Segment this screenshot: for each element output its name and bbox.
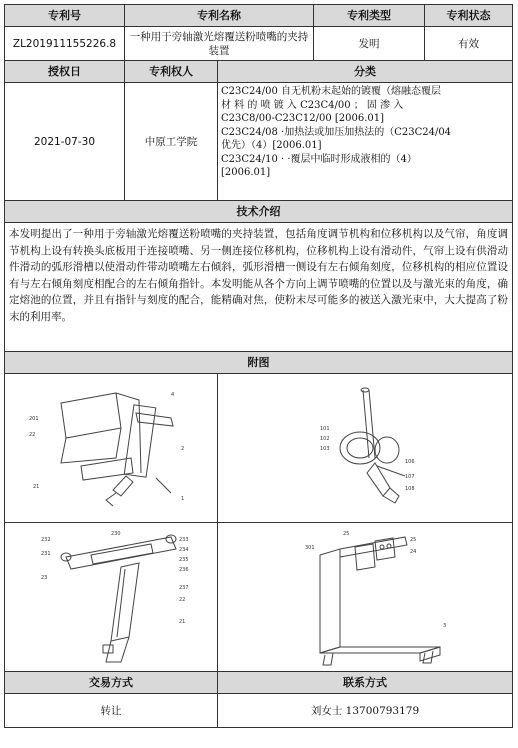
header-patent-type: 专利类型	[314, 5, 425, 27]
header-grant-date: 授权日	[5, 61, 125, 83]
figure-4-label: 25	[343, 531, 350, 537]
figure-3-label: 230	[111, 531, 121, 537]
patent-status: 有效	[425, 27, 513, 61]
trade-method-value: 转让	[5, 694, 218, 728]
classification-line: C23C8/00-C23C12/00 [2006.01]	[221, 113, 385, 124]
figure-2-label: 107	[405, 474, 415, 480]
figure-2-label: 108	[405, 486, 415, 492]
header-contact-method: 联系方式	[218, 672, 513, 694]
header-patent-no: 专利号	[5, 5, 125, 27]
figure-3-label: 236	[179, 567, 189, 573]
figure-1-label: 1	[181, 496, 185, 502]
patent-number: ZL201911155226.8	[5, 27, 125, 61]
classification-line: C23C24/08 ·加热法或加压加热法的（C23C24/04	[221, 126, 452, 138]
figure-3-drawing	[21, 527, 201, 667]
figure-4-label: 301	[305, 545, 315, 551]
classification-line: 优先）（4）[2006.01]	[221, 140, 322, 151]
figure-1-label: 201	[29, 416, 39, 422]
figure-3-label: 231	[41, 551, 51, 557]
figure-4-label: 24	[410, 549, 417, 555]
figure-3-label: 21	[179, 619, 186, 625]
patent-name: 一种用于旁轴激光熔覆送粉喷嘴的夹持装置	[125, 27, 314, 61]
figure-3-label: 22	[179, 597, 186, 603]
figure-2-label: 106	[405, 459, 415, 465]
header-trade-method: 交易方式	[5, 672, 218, 694]
header-figures: 附图	[5, 352, 513, 374]
patentee: 中原工学院	[125, 83, 218, 201]
figure-1-label: 2	[181, 446, 185, 452]
figure-4-label: 3	[443, 623, 447, 629]
classification-line: 材 料 的 喷 镀 入 C23C4/00 ； 固 渗 入	[221, 99, 404, 111]
figure-3-label: 237	[179, 585, 189, 591]
abstract-text: 本发明提出了一种用于旁轴激光熔覆送粉喷嘴的夹持装置，包括角度调节机构和位移机构以及气帘，角度调节机构上设有转换头底板用于连接喷嘴、另一侧连接位移机构，位移机构上设有滑动件，气帘上设有供滑动件滑动的弧形滑槽以使滑动件带动喷嘴左右倾斜，弧形滑槽一侧设有左右倾角刻度，位移机构的相应位置设有与左右倾角刻度相配合的左右倾角指针。本发明能从各个方向上调节喷嘴的位置以及与激光束的角度，确定熔池的位置，并且有指针与刻度的配合，能精确对焦，使粉末尽可能多的被送入激光束中，大大提高了粉末的利用率。	[5, 223, 513, 352]
header-tech-intro: 技术介绍	[5, 201, 513, 223]
figure-3-label: 23	[41, 575, 48, 581]
figure-2-label: 103	[320, 446, 330, 452]
header-patent-status: 专利状态	[425, 5, 513, 27]
figure-2-label: 102	[320, 436, 330, 442]
figure-1-label: 22	[29, 432, 36, 438]
figure-3-label: 233	[179, 537, 189, 543]
figure-2-cell	[218, 374, 513, 523]
patent-table	[4, 4, 513, 728]
figure-1-label: 4	[171, 392, 175, 398]
figure-4-drawing	[265, 527, 465, 667]
figure-2-label: 101	[320, 426, 330, 432]
classification-line: C23C24/00 自无机粉末起始的镀覆（熔融态覆层	[221, 86, 442, 97]
contact-value: 刘女士 13700793179	[218, 694, 513, 728]
classification-text	[218, 83, 513, 201]
figure-3-label: 235	[179, 557, 189, 563]
figure-4-label: 25	[410, 537, 417, 543]
header-classification: 分类	[218, 61, 513, 83]
grant-date: 2021-07-30	[5, 83, 125, 201]
figure-3-cell	[5, 523, 218, 672]
figure-1-label: 21	[33, 484, 40, 490]
patent-info-sheet	[4, 4, 512, 728]
figure-1-cell	[5, 374, 218, 523]
figure-1-drawing	[21, 378, 201, 518]
classification-line: C23C24/10 · ·覆层中临时形成液相的（4）	[221, 153, 417, 165]
figure-3-label: 234	[179, 547, 189, 553]
figure-2-drawing	[265, 378, 465, 518]
figure-3-label: 232	[41, 537, 51, 543]
classification-line: [2006.01]	[221, 167, 271, 178]
figure-4-cell	[218, 523, 513, 672]
header-patentee: 专利权人	[125, 61, 218, 83]
patent-type: 发明	[314, 27, 425, 61]
header-patent-name: 专利名称	[125, 5, 314, 27]
